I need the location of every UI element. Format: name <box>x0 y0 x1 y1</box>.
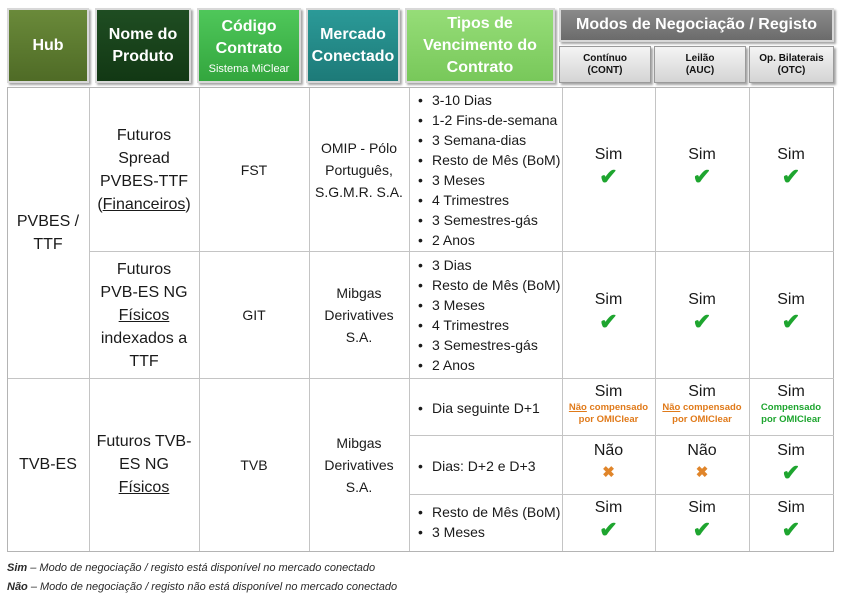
mode-cont-fst: Sim ✔ <box>594 146 623 189</box>
list-item: • 1-2 Fins-de-semana <box>416 110 560 130</box>
mode-auc-tvb-2: Não ✖ <box>687 442 717 481</box>
legend-sim: Sim – Modo de negociação / registo está disponível no mercado conectado <box>7 562 376 574</box>
list-item: • 3-10 Dias <box>416 90 560 110</box>
header-mode-otc: Op. Bilaterais (OTC) <box>749 46 834 83</box>
product-tvb: Futuros TVB-ES NG Físicos <box>96 433 192 496</box>
header-product-label: Nome do Produto <box>108 25 178 65</box>
hub-tvb-es: TVB-ES <box>19 456 77 473</box>
code-fst: FST <box>240 161 268 178</box>
check-icon: ✔ <box>781 460 801 485</box>
market-git: Mibgas Derivatives S.A. <box>324 285 394 345</box>
header-contract-label: Código Contrato <box>215 17 283 57</box>
list-item: • 2 Anos <box>416 230 560 250</box>
mode-otc-git: Sim ✔ <box>777 291 805 334</box>
cross-icon: ✖ <box>602 464 615 481</box>
check-icon: ✔ <box>781 164 801 189</box>
list-item: • Resto de Mês (BoM) <box>416 275 560 295</box>
legend-nao: Não – Modo de negociação / registo não está disponível no mercado conectado <box>7 581 398 593</box>
check-icon: ✔ <box>599 517 618 542</box>
list-item: • Resto de Mês (BoM) <box>416 150 560 170</box>
mode-otc-tvb-1: Sim Compensado por OMIClear <box>760 383 822 425</box>
check-icon: ✔ <box>599 309 618 334</box>
check-icon: ✔ <box>599 164 618 189</box>
list-item: • 3 Dias <box>416 255 560 275</box>
mode-cont-tvb-2: Não ✖ <box>593 442 624 481</box>
mode-cont-tvb-3: Sim ✔ <box>594 499 623 542</box>
mode-auc-tvb-1: Sim Não compensado por OMIClear <box>662 383 742 425</box>
product-fst: Futuros Spread PVBES-TTF (Financeiros) <box>97 126 191 213</box>
check-icon: ✔ <box>692 164 712 189</box>
mode-otc-tvb-2: Sim ✔ <box>777 442 805 485</box>
check-icon: ✔ <box>781 309 801 334</box>
mode-cont-tvb-1: Sim Não compensado por OMIClear <box>568 383 649 425</box>
mode-otc-tvb-3: Sim ✔ <box>777 499 805 542</box>
header-mode-auc: Leilão (AUC) <box>654 46 746 83</box>
mode-auc-git: Sim ✔ <box>688 291 716 334</box>
check-icon: ✔ <box>781 517 801 542</box>
header-contract <box>197 8 301 83</box>
mode-auc-fst: Sim ✔ <box>688 146 716 189</box>
cross-icon: ✖ <box>695 464 709 481</box>
market-tvb: Mibgas Derivatives S.A. <box>324 434 394 495</box>
list-item: • 3 Meses <box>416 295 560 315</box>
maturity-list-git <box>416 255 560 375</box>
list-item: • 3 Meses <box>416 522 560 542</box>
maturity-list-tvb-3 <box>416 502 560 542</box>
mode-otc-fst: Sim ✔ <box>777 146 805 189</box>
header-mode-cont: Contínuo (CONT) <box>559 46 651 83</box>
market-fst: OMIP - Pólo Português, S.G.M.R. S.A. <box>315 139 403 200</box>
list-item: • 4 Trimestres <box>416 315 560 335</box>
maturity-list-tvb-2 <box>416 456 536 476</box>
code-git: GIT <box>242 307 266 323</box>
header-maturity <box>405 8 555 83</box>
header-hub <box>7 8 89 83</box>
list-item: • 3 Semana-dias <box>416 130 560 150</box>
check-icon: ✔ <box>692 309 712 334</box>
check-icon: ✔ <box>692 517 712 542</box>
header-contract-sub: Sistema MiClear <box>208 62 290 75</box>
list-item: • 2 Anos <box>416 355 560 375</box>
header-modes-label: Modos de Negociação / Registo <box>576 16 817 33</box>
list-item: • Dias: D+2 e D+3 <box>416 456 536 476</box>
header-maturity-label: Tipos de Vencimento do Contrato <box>423 14 537 76</box>
code-tvb: TVB <box>240 456 268 473</box>
header-market <box>306 8 400 83</box>
header-market-label: Mercado Conectado <box>311 25 395 65</box>
list-item: • 4 Trimestres <box>416 190 560 210</box>
list-item: • Dia seguinte D+1 <box>416 398 540 418</box>
product-git: Futuros PVB-ES NG Físicos indexados a TTF <box>100 260 188 370</box>
header-modes <box>559 8 834 42</box>
header-hub-label: Hub <box>32 36 64 54</box>
list-item: • Resto de Mês (BoM) <box>416 502 560 522</box>
mode-cont-git: Sim ✔ <box>594 291 623 334</box>
maturity-list-fst <box>416 90 560 250</box>
list-item: • 3 Semestres-gás <box>416 335 560 355</box>
list-item: • 3 Meses <box>416 170 560 190</box>
list-item: • 3 Semestres-gás <box>416 210 560 230</box>
header-product <box>95 8 191 83</box>
mode-auc-tvb-3: Sim ✔ <box>688 499 716 542</box>
maturity-list-tvb-1 <box>416 398 540 418</box>
hub-pvbes-ttf: PVBES / TTF <box>16 213 80 253</box>
